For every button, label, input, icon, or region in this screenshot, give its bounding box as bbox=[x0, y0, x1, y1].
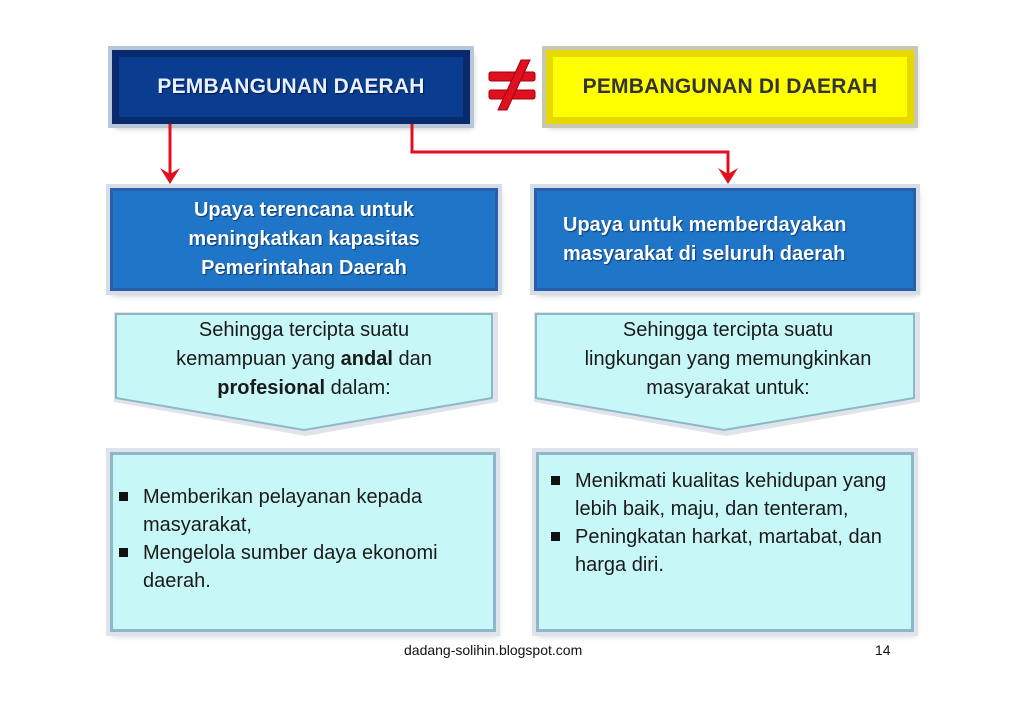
page-number: 14 bbox=[875, 642, 891, 658]
right-result-line1: Sehingga tercipta suatu bbox=[622, 319, 834, 341]
right-elbow-arrow-line bbox=[412, 124, 728, 176]
right-list-box bbox=[536, 452, 914, 632]
left-result-line1: Sehingga tercipta suatu bbox=[198, 319, 410, 341]
right-definition-text: Upaya untuk memberdayakan masyarakat di seluruh daerah bbox=[563, 213, 847, 265]
bullet-square-icon bbox=[551, 532, 560, 541]
right-result-line3: masyarakat untuk: bbox=[646, 377, 810, 399]
left-result-text bbox=[116, 316, 492, 403]
left-result-line2 bbox=[116, 345, 492, 374]
pembangunan-di-daerah-box bbox=[546, 50, 914, 124]
pembangunan-di-daerah-label: PEMBANGUNAN DI DAERAH bbox=[582, 75, 878, 98]
left-list-box bbox=[110, 452, 496, 632]
bullet-square-icon bbox=[551, 476, 560, 485]
left-arrowhead-icon bbox=[160, 168, 180, 184]
right-result-line2: lingkungan yang memungkinkan bbox=[584, 348, 872, 370]
andal-emphasis: andal bbox=[340, 348, 393, 370]
left-result-line2-post: dan bbox=[392, 348, 432, 370]
right-arrowhead-icon bbox=[718, 168, 738, 184]
left-definition-text: Upaya terencana untuk meningkatkan kapasitas Pemerintahan Daerah bbox=[188, 199, 420, 279]
pembangunan-daerah-label: PEMBANGUNAN DAERAH bbox=[157, 75, 425, 98]
left-list bbox=[113, 483, 485, 595]
left-result-line2-pre: kemampuan yang bbox=[176, 348, 341, 370]
right-list bbox=[545, 467, 895, 579]
list-item: Menikmati kualitas kehidupan yang lebih baik, maju, dan tenteram, bbox=[545, 467, 895, 523]
left-result-line3 bbox=[116, 374, 492, 403]
list-item: Memberikan pelayanan kepada masyarakat, bbox=[113, 483, 485, 539]
profesional-emphasis: profesional bbox=[217, 377, 326, 399]
right-result-text bbox=[540, 316, 916, 403]
list-item: Peningkatan harkat, martabat, dan harga diri. bbox=[545, 523, 895, 579]
pembangunan-daerah-box bbox=[112, 50, 470, 124]
left-result-line3-post: dalam: bbox=[325, 377, 391, 399]
footer-source: dadang-solihin.blogspot.com bbox=[404, 642, 583, 658]
right-definition-box bbox=[534, 188, 916, 291]
left-definition-box bbox=[110, 188, 498, 291]
not-equal-icon bbox=[487, 58, 539, 112]
bullet-square-icon bbox=[119, 548, 128, 557]
bullet-square-icon bbox=[119, 492, 128, 501]
list-item: Mengelola sumber daya ekonomi daerah. bbox=[113, 539, 485, 595]
